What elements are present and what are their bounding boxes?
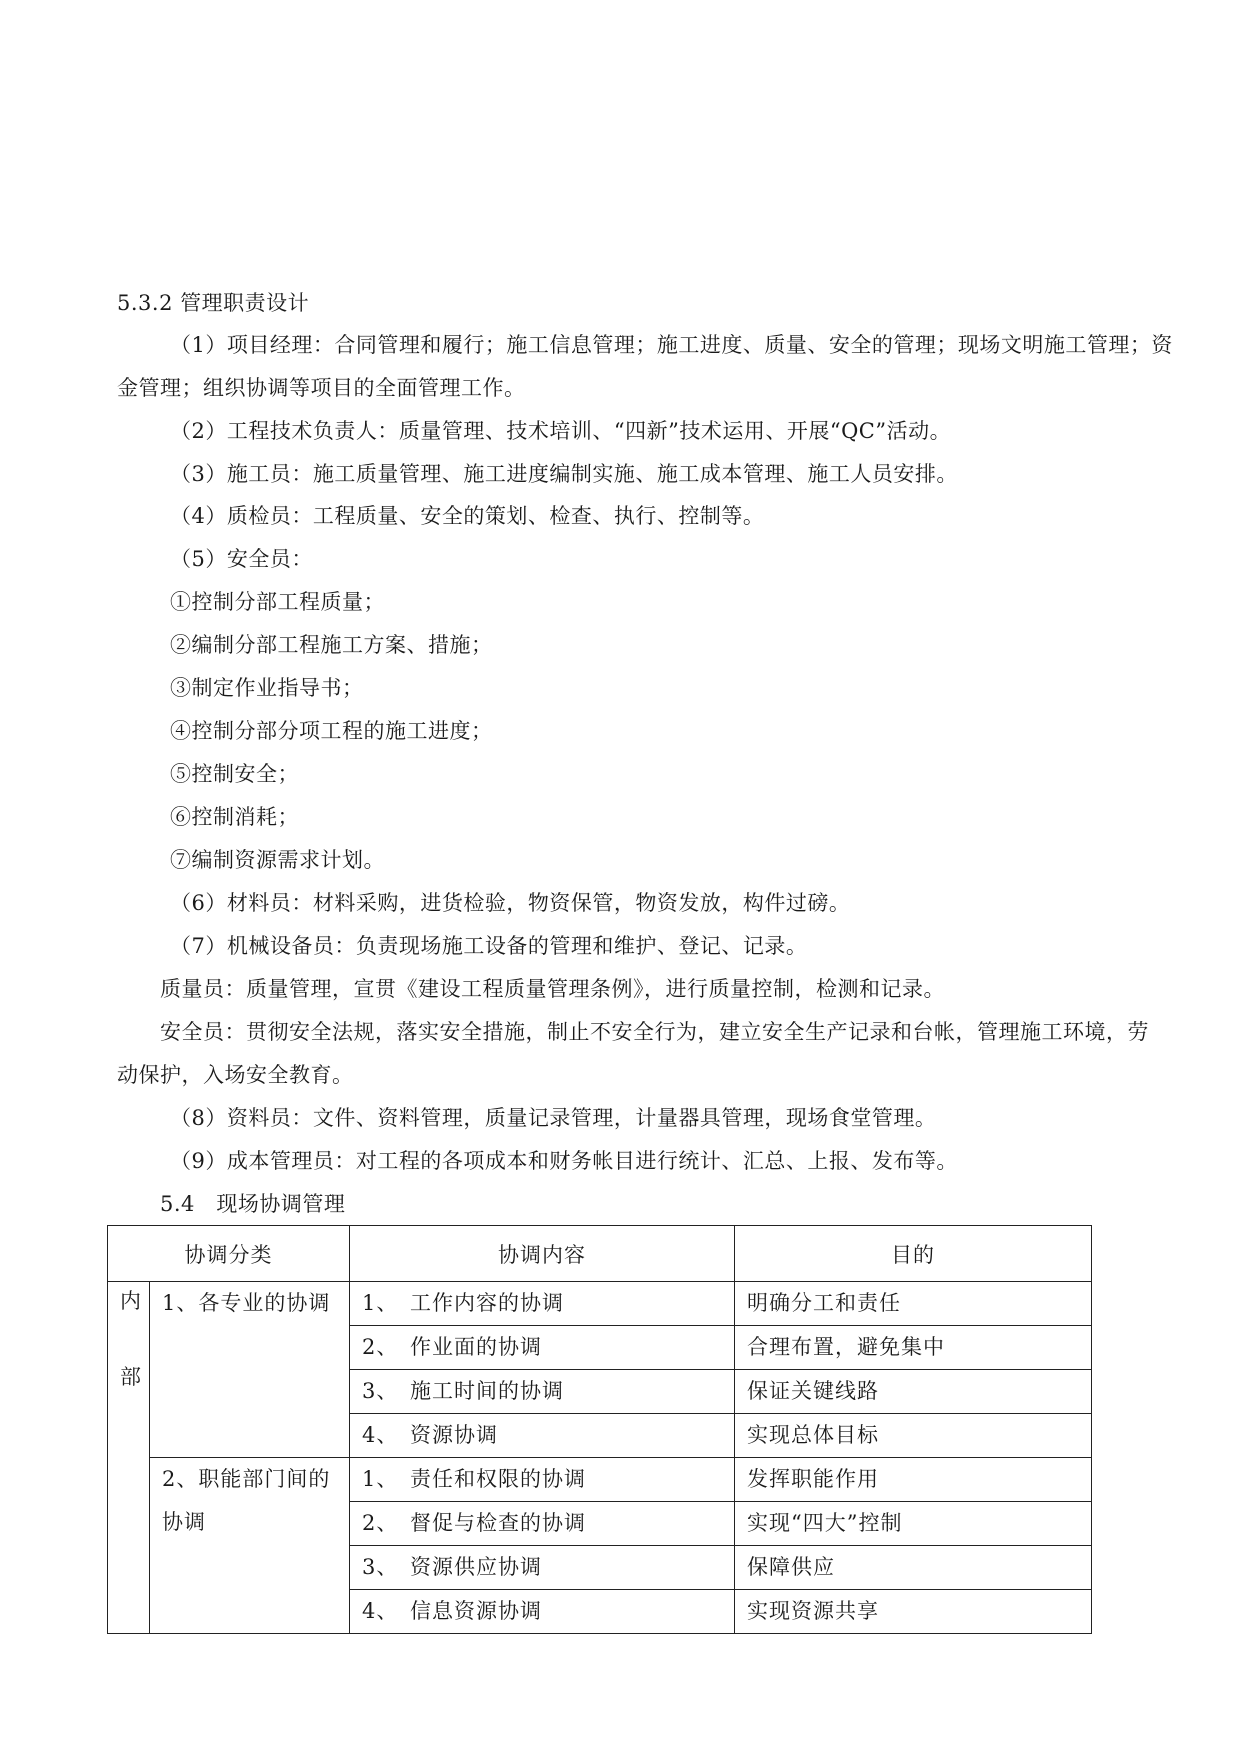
content-cell: 2、 督促与检查的协调 [350,1502,735,1546]
purpose-cell: 实现“四大”控制 [735,1502,1092,1546]
paragraph: 安全员：贯彻安全法规，落实安全措施，制止不安全行为，建立安全生产记录和台帐，管理施工环境，劳 [160,1020,1149,1044]
content-cell: 1、 责任和权限的协调 [350,1458,735,1502]
purpose-cell: 合理布置，避免集中 [735,1326,1092,1370]
paragraph: （3）施工员：施工质量管理、施工进度编制实施、施工成本管理、施工人员安排。 [170,462,958,486]
content-cell: 3、 资源供应协调 [350,1546,735,1590]
paragraph: 质量员：质量管理，宣贯《建设工程质量管理条例》，进行质量控制，检测和记录。 [160,977,945,1001]
paragraph: （4）质检员：工程质量、安全的策划、检查、执行、控制等。 [170,504,765,528]
list-item: ⑤控制安全； [170,762,299,786]
category-cell: 1、各专业的协调 [150,1282,350,1458]
content-cell: 2、 作业面的协调 [350,1326,735,1370]
content-cell: 4、 资源协调 [350,1414,735,1458]
section-heading: 5.3.2 管理职责设计 [117,291,310,315]
group-label-internal: 内 部 [108,1282,150,1634]
paragraph: （7）机械设备员：负责现场施工设备的管理和维护、登记、记录。 [170,934,808,958]
purpose-cell: 实现总体目标 [735,1414,1092,1458]
table-header-row [108,1226,1092,1282]
list-item: ③制定作业指导书； [170,676,364,700]
subsection-heading: 5.4 现场协调管理 [160,1192,346,1216]
header-purpose: 目的 [735,1226,1092,1282]
paragraph: 金管理；组织协调等项目的全面管理工作。 [117,376,526,400]
list-item: ②编制分部工程施工方案、措施； [170,633,493,657]
paragraph: （6）材料员：材料采购，进货检验，物资保管，物资发放，构件过磅。 [170,891,851,915]
header-category: 协调分类 [108,1226,350,1282]
paragraph: （5）安全员： [170,547,313,571]
list-item: ⑥控制消耗； [170,805,299,829]
paragraph: 动保护，入场安全教育。 [117,1063,354,1087]
content-cell: 4、 信息资源协调 [350,1590,735,1634]
purpose-cell: 保障供应 [735,1546,1092,1590]
paragraph: （1）项目经理：合同管理和履行；施工信息管理；施工进度、质量、安全的管理；现场文明施工管理；资 [170,333,1173,357]
list-item: ④控制分部分项工程的施工进度； [170,719,493,743]
header-content: 协调内容 [350,1226,735,1282]
purpose-cell: 明确分工和责任 [735,1282,1092,1326]
purpose-cell: 发挥职能作用 [735,1458,1092,1502]
paragraph: （2）工程技术负责人：质量管理、技术培训、“四新”技术运用、开展“QC”活动。 [170,419,952,443]
content-cell: 1、 工作内容的协调 [350,1282,735,1326]
paragraph: （9）成本管理员：对工程的各项成本和财务帐目进行统计、汇总、上报、发布等。 [170,1149,958,1173]
category-cell: 2、职能部门间的协调 [150,1458,350,1634]
list-item: ⑦编制资源需求计划。 [170,848,385,872]
table-row [108,1458,1092,1502]
purpose-cell: 保证关键线路 [735,1370,1092,1414]
table-row [108,1282,1092,1326]
coordination-table [107,1225,1092,1634]
paragraph: （8）资料员：文件、资料管理，质量记录管理，计量器具管理，现场食堂管理。 [170,1106,937,1130]
content-cell: 3、 施工时间的协调 [350,1370,735,1414]
purpose-cell: 实现资源共享 [735,1590,1092,1634]
list-item: ①控制分部工程质量； [170,590,385,614]
